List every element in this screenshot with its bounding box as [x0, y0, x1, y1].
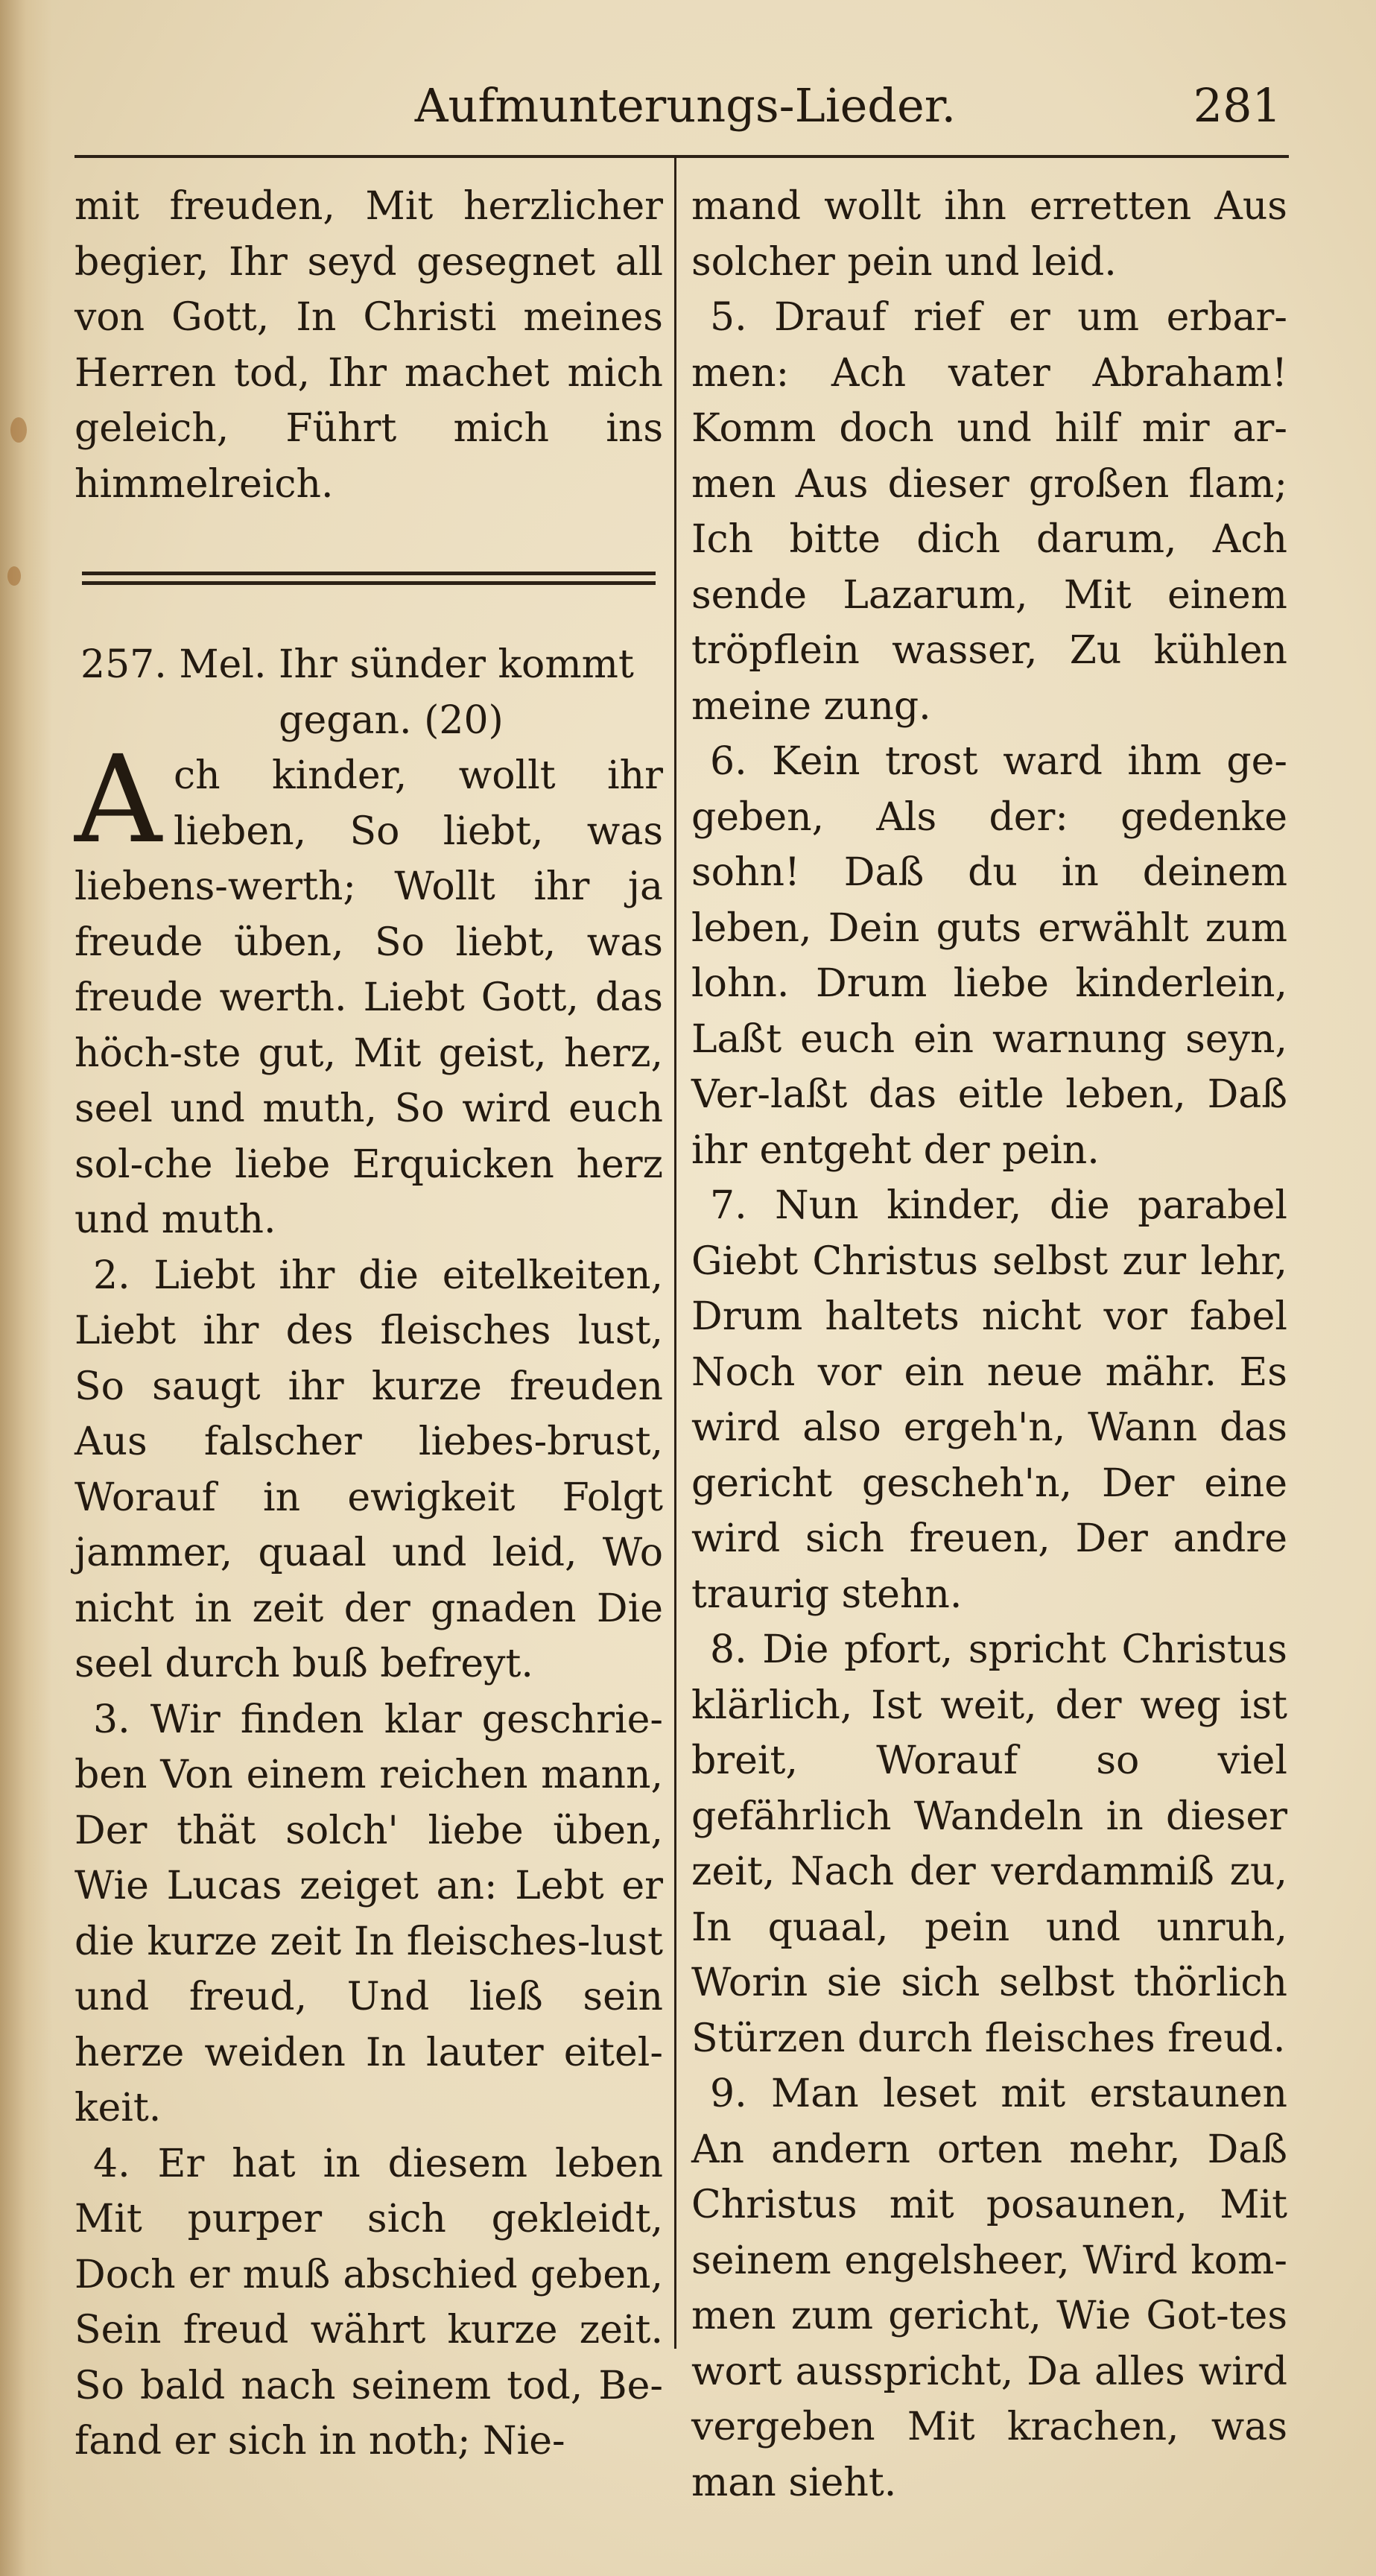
verse-5: 5. Drauf rief er um erbar-men: Ach vater Abraham! Komm doch und hilf mir ar-men Aus dieser großen flam; Ich bitte dich darum, Ach sende Lazarum, Mit einem tröpflein wasser, Zu kühlen meine zung. — [691, 295, 1287, 729]
hymn-heading — [74, 637, 663, 693]
verse-1 — [74, 730, 663, 1248]
stain-spot — [10, 417, 27, 443]
melody-reference: Mel. Ihr sünder kommt — [179, 642, 634, 687]
verse-continuation: mand wollt ihn erretten Aus solcher pein und leid. — [691, 184, 1287, 285]
left-column — [74, 179, 663, 2469]
drop-cap: A — [74, 730, 162, 870]
verse-7: 7. Nun kinder, die parabel Giebt Christus selbst zur lehr, Drum haltets nicht vor fabel Noch vor ein neue mähr. Es wird also ergeh'n, Wann das gericht gescheh'n, Der eine wird sich freuen, Der andre traurig stehn. — [691, 1183, 1287, 1617]
verse-continuation: mit freuden, Mit herzlicher begier, Ihr seyd gesegnet all von Gott, In Christi meines Herren tod, Ihr machet mich geleich, Führt mich ins himmelreich. — [74, 184, 663, 507]
melody-reference-cont: gegan. (20) — [279, 697, 504, 743]
hymn-separator — [82, 572, 656, 585]
verse-1-text: ch kinder, wollt ihr lieben, So liebt, was liebens-werth; Wollt ihr ja freude üben, So liebt, was freude werth. Liebt Gott, das höch-ste gut, Mit geist, herz, seel und muth, So wird euch sol-che liebe Erquicken herz und muth. — [74, 753, 663, 1242]
verse-3: 3. Wir finden klar geschrie-ben Von einem reichen mann, Der thät solch' liebe üben, Wie Lucas zeiget an: Lebt er die kurze zeit In fleisches-lust und freud, Und ließ sein herze weiden In lauter eitel-keit. — [74, 1697, 663, 2130]
verse-9: 9. Man leset mit erstaunen An andern orten mehr, Daß Christus mit posaunen, Mit seinem engelsheer, Wird kom-men zum gericht, Wie Got-tes wort ausspricht, Da alles wird vergeben Mit krachen, was man sieht. — [691, 2072, 1287, 2505]
verse-8: 8. Die pfort, spricht Christus klärlich, Ist weit, der weg ist breit, Worauf so viel gefährlich Wandeln in dieser zeit, Nach der verdammiß zu, In quaal, pein und unruh, Worin sie sich selbst thörlich Stürzen durch fleisches freud. — [691, 1627, 1287, 2061]
header-rule — [74, 155, 1289, 158]
stain-spot — [7, 566, 21, 586]
hymn-number: 257. — [80, 642, 167, 687]
page-number: 281 — [1193, 78, 1281, 133]
verse-4: 4. Er hat in diesem leben Mit purper sich gekleidt, Doch er muß abschied geben, Sein freud währt kurze zeit. So bald nach seinem tod, Be-fand er sich in noth; Nie- — [74, 2141, 663, 2463]
right-column — [691, 179, 1287, 2510]
column-divider — [674, 158, 676, 2349]
verse-2: 2. Liebt ihr die eitelkeiten, Liebt ihr des fleisches lust, So saugt ihr kurze freuden Aus falscher liebes-brust, Worauf in ewigkeit Folgt jammer, quaal und leid, Wo nicht in zeit der gnaden Die seel durch buß befreyt. — [74, 1253, 663, 1686]
running-header-title: Aufmunterungs-Lieder. — [414, 78, 957, 133]
verse-6: 6. Kein trost ward ihm ge-geben, Als der: gedenke sohn! Daß du in deinem leben, Dein guts erwählt zum lohn. Drum liebe kinderlein, Laßt euch ein warnung seyn, Ver-laßt das eitle leben, Daß ihr entgeht der pein. — [691, 739, 1287, 1173]
page-edge-stain — [0, 0, 52, 2576]
